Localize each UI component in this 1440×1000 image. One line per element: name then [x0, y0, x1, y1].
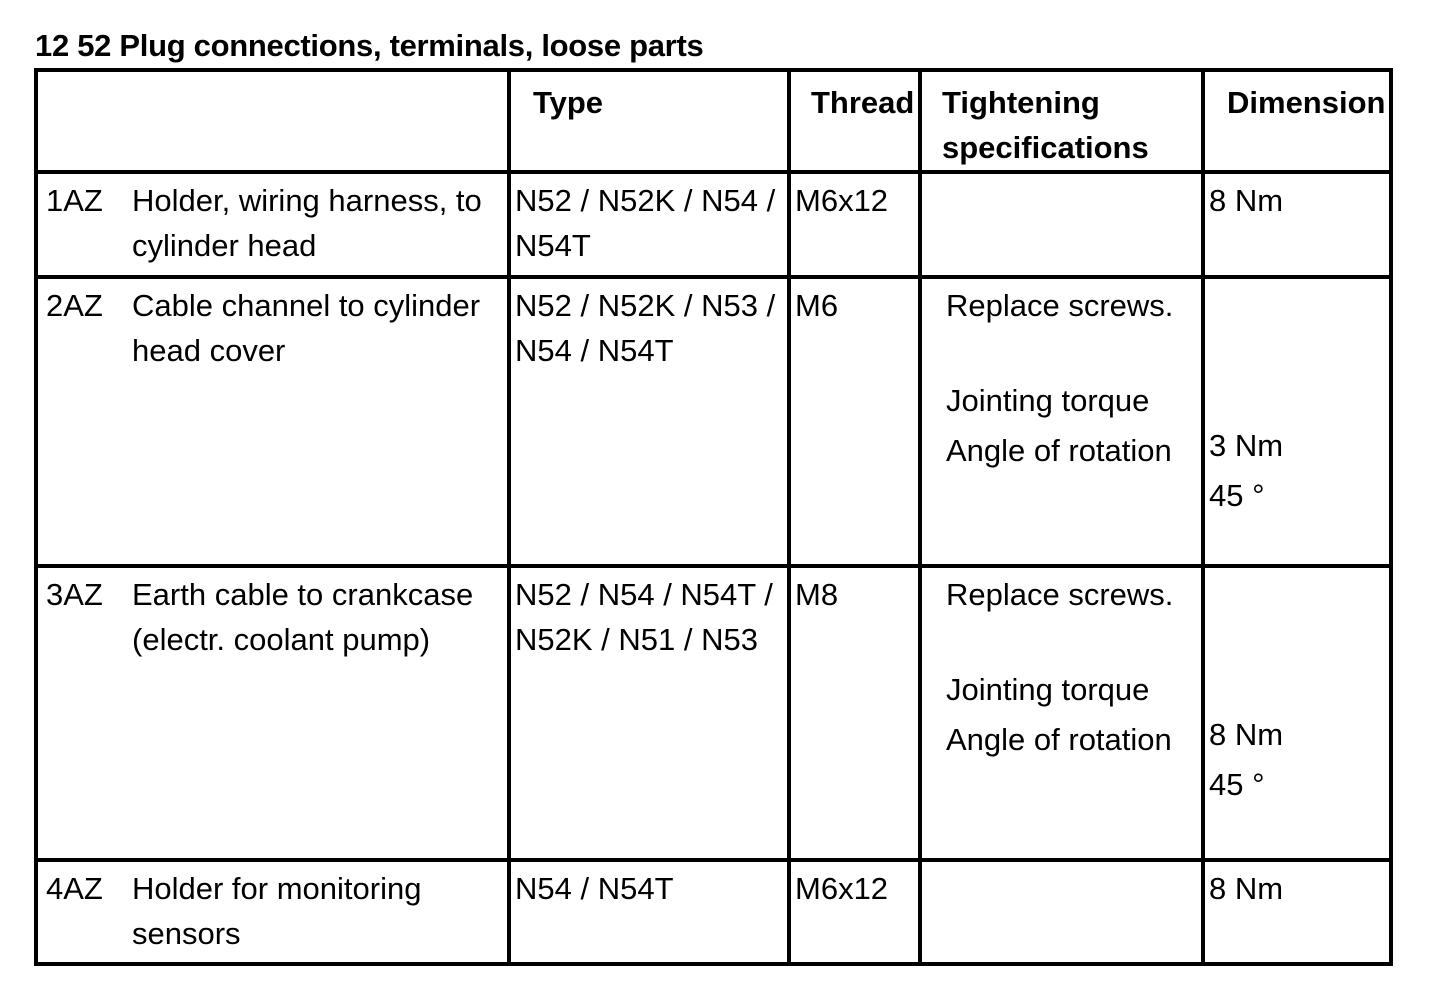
tightening-cell	[920, 860, 1203, 964]
thread-cell: M6x12	[789, 172, 920, 277]
page-title: 12 52 Plug connections, terminals, loose parts	[35, 28, 704, 63]
table-row	[36, 860, 1391, 964]
spec-torque-label: Jointing torque	[946, 383, 1150, 418]
position-code: 3AZ	[46, 577, 103, 612]
spec-table	[34, 68, 1393, 966]
dim-angle: 45 °	[1209, 478, 1265, 513]
spec-angle-label: Angle of rotation	[946, 722, 1172, 757]
dim-angle: 45 °	[1209, 767, 1265, 802]
spec-note: Replace screws.	[946, 577, 1174, 612]
header-dimension: Dimension	[1203, 70, 1391, 172]
thread-cell: M6	[789, 277, 920, 566]
position-code: 4AZ	[46, 871, 103, 906]
spec-angle-label: Angle of rotation	[946, 433, 1172, 468]
tightening-cell	[920, 566, 1203, 860]
header-thread: Thread	[789, 70, 920, 172]
dimension-cell: 8 Nm	[1203, 172, 1391, 277]
header-position	[36, 70, 509, 172]
type-cell: N52 / N52K / N53 / N54 / N54T	[509, 277, 789, 566]
tightening-cell	[920, 277, 1203, 566]
part-description: Holder for monitoring sensors	[132, 871, 422, 951]
thread-cell: M8	[789, 566, 920, 860]
position-code: 1AZ	[46, 183, 103, 218]
header-type: Type	[509, 70, 789, 172]
part-description: Earth cable to crankcase (electr. coolant pump)	[132, 577, 474, 657]
dim-torque: 3 Nm	[1209, 428, 1284, 463]
type-cell: N52 / N52K / N54 / N54T	[509, 172, 789, 277]
dim-torque: 8 Nm	[1209, 717, 1284, 752]
table-row	[36, 172, 1391, 277]
table-header-row	[36, 70, 1391, 172]
spec-note: Replace screws.	[946, 288, 1174, 323]
row-position-cell	[36, 277, 509, 566]
row-position-cell	[36, 172, 509, 277]
header-tightening: Tightening specifications	[920, 70, 1203, 172]
table-row	[36, 566, 1391, 860]
position-code: 2AZ	[46, 288, 103, 323]
dimension-cell	[1203, 566, 1391, 860]
row-position-cell	[36, 566, 509, 860]
tightening-cell	[920, 172, 1203, 277]
row-position-cell	[36, 860, 509, 964]
thread-cell: M6x12	[789, 860, 920, 964]
part-description: Cable channel to cylinder head cover	[132, 288, 481, 368]
dimension-cell	[1203, 277, 1391, 566]
dimension-cell: 8 Nm	[1203, 860, 1391, 964]
spec-torque-label: Jointing torque	[946, 672, 1150, 707]
type-cell: N52 / N54 / N54T / N52K / N51 / N53	[509, 566, 789, 860]
part-description: Holder, wiring harness, to cylinder head	[132, 183, 482, 263]
type-cell: N54 / N54T	[509, 860, 789, 964]
table-row	[36, 277, 1391, 566]
